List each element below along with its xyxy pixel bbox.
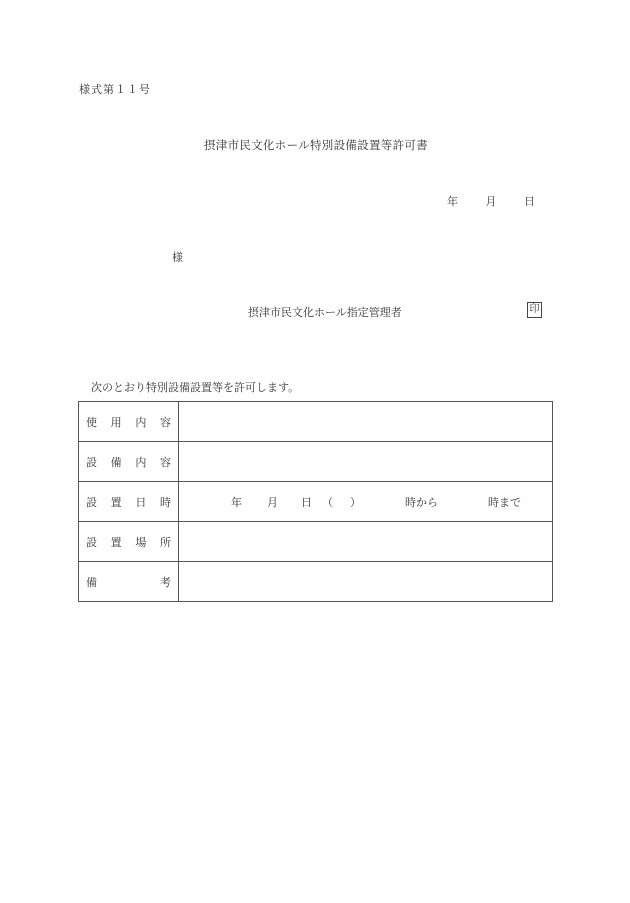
row-value-remarks[interactable] xyxy=(179,562,553,602)
row-value-datetime[interactable] xyxy=(179,482,553,522)
datetime-day: 日 xyxy=(301,496,312,509)
table-row-usage xyxy=(79,402,553,442)
row-label-datetime: 設 置 日 時 xyxy=(79,482,179,522)
row-value-location[interactable] xyxy=(179,522,553,562)
issuer-name: 摂津市民文化ホール指定管理者 xyxy=(248,306,402,319)
seal-mark: 印 xyxy=(527,302,542,318)
permit-details-table xyxy=(78,401,553,602)
date-month-label: 月 xyxy=(485,195,497,208)
date-year-label: 年 xyxy=(447,195,458,208)
row-label-equipment: 設 備 内 容 xyxy=(79,442,179,482)
datetime-from: 時から xyxy=(405,496,438,509)
date-day-label: 日 xyxy=(524,195,535,208)
form-number: 様式第１１号 xyxy=(79,83,151,96)
datetime-paren-close: ） xyxy=(350,496,361,509)
issue-date xyxy=(447,193,535,209)
datetime-year: 年 xyxy=(231,496,242,509)
table-row-location xyxy=(79,522,553,562)
datetime-month: 月 xyxy=(267,496,278,509)
row-value-usage[interactable] xyxy=(179,402,553,442)
datetime-paren-open: （ xyxy=(322,496,333,509)
row-label-remarks: 備 考 xyxy=(79,562,179,602)
table-row-equipment xyxy=(79,442,553,482)
row-label-location: 設 置 場 所 xyxy=(79,522,179,562)
document-title: 摂津市民文化ホール特別設備設置等許可書 xyxy=(204,138,428,152)
row-label-usage: 使 用 内 容 xyxy=(79,402,179,442)
intro-text: 次のとおり特別設備設置等を許可します。 xyxy=(91,381,300,394)
addressee-honorific: 様 xyxy=(172,251,183,264)
row-value-equipment[interactable] xyxy=(179,442,553,482)
datetime-until: 時まで xyxy=(488,496,521,509)
table-row-datetime xyxy=(79,482,553,522)
table-row-remarks xyxy=(79,562,553,602)
